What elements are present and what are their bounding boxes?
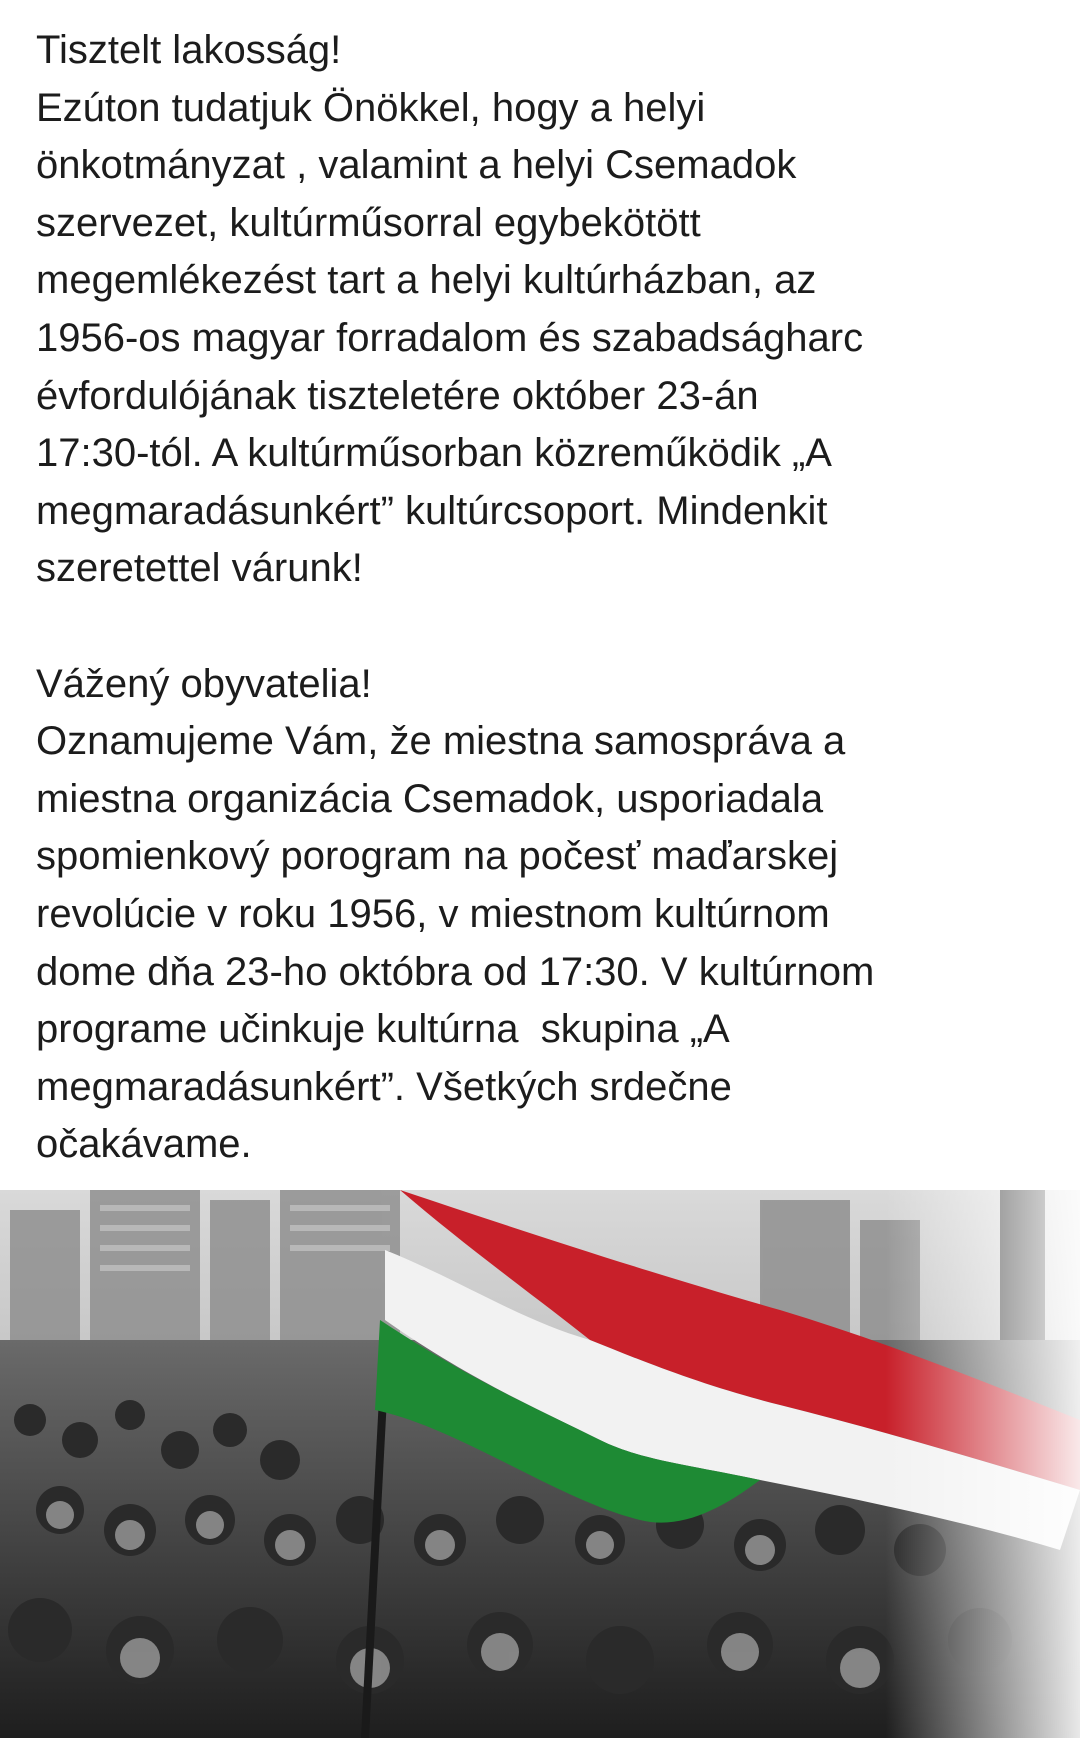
hungarian-greeting: Tisztelt lakosság! — [36, 28, 342, 72]
text-line: megmaradásunkért” kultúrcsoport. Mindenkit — [36, 488, 828, 533]
text-line: 1956-os magyar forradalom és szabadságharc — [36, 315, 864, 360]
slovak-greeting: Vážený obyvatelia! — [36, 661, 372, 706]
post-text — [36, 22, 1056, 1174]
text-line: megemlékezést tart a helyi kultúrházban, az — [36, 258, 817, 303]
text-line: évfordulójának tiszteletére október 23-án — [36, 373, 759, 418]
text-line: Oznamujeme Vám, že miestna samospráva a — [36, 719, 846, 764]
crowd-with-flag-image — [0, 1190, 1080, 1738]
text-line: programe učinkuje kultúrna skupina „A — [36, 1007, 730, 1052]
text-line: očakávame. — [36, 1122, 252, 1167]
text-line: szervezet, kultúrműsorral egybekötött — [36, 200, 701, 245]
paragraph-gap — [36, 598, 1056, 656]
text-line: miestna organizácia Csemadok, usporiadala — [36, 776, 824, 821]
text-line: 17:30-tól. A kultúrműsorban közreműködik „A — [36, 431, 832, 476]
right-fade — [0, 1190, 1080, 1738]
text-line: revolúcie v roku 1956, v miestnom kultúrnom — [36, 891, 830, 936]
text-line: dome dňa 23-ho októbra od 17:30. V kultúrnom — [36, 949, 875, 994]
text-line: szeretettel várunk! — [36, 546, 363, 591]
revolution-photo[interactable] — [0, 1190, 1080, 1738]
text-line: önkotmányzat , valamint a helyi Csemadok — [36, 143, 797, 188]
text-line: Ezúton tudatjuk Önökkel, hogy a helyi — [36, 85, 706, 130]
slovak-announcement — [36, 656, 1056, 1174]
hungarian-announcement — [36, 22, 1056, 598]
text-line: megmaradásunkért”. Všetkých srdečne — [36, 1064, 732, 1109]
text-line: spomienkový porogram na počesť maďarskej — [36, 834, 839, 879]
